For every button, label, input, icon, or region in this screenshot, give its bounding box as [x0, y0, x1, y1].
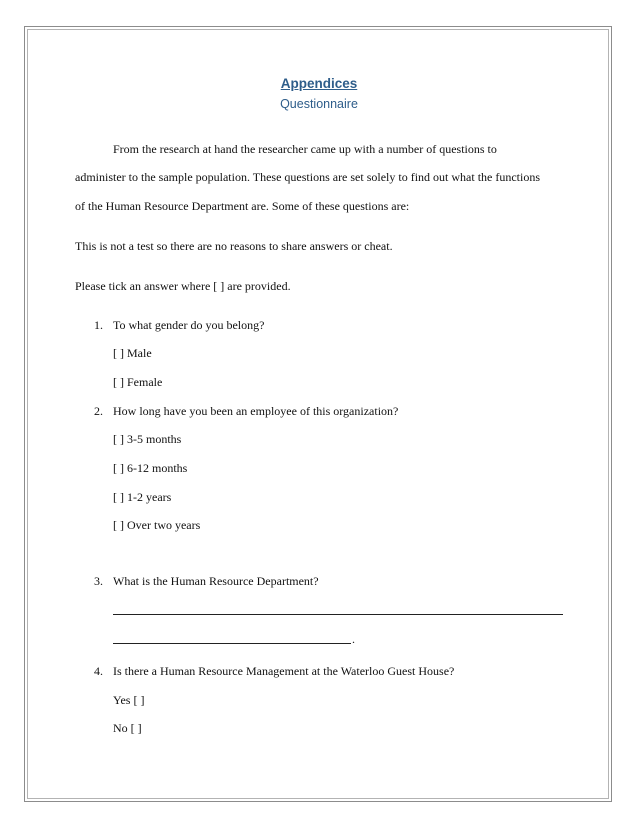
question-2-text: How long have you been an employee of this organization? [113, 404, 399, 418]
question-1-option-male[interactable]: [ ] Male [113, 346, 152, 360]
instruction-tick: Please tick an answer where [ ] are provided. [75, 279, 291, 293]
question-4-option-yes[interactable]: Yes [ ] [113, 693, 145, 707]
question-2-option-1-2-years[interactable]: [ ] 1-2 years [113, 490, 172, 504]
question-3-answer-line-1[interactable] [113, 614, 563, 615]
instruction-note: This is not a test so there are no reasons to share answers or cheat. [75, 239, 393, 253]
page-subtitle: Questionnaire [280, 97, 358, 111]
question-2-option-3-5-months[interactable]: [ ] 3-5 months [113, 432, 182, 446]
question-4-option-no[interactable]: No [ ] [113, 721, 142, 735]
question-2-option-6-12-months[interactable]: [ ] 6-12 months [113, 461, 188, 475]
question-3-number: 3. [94, 574, 103, 588]
question-4-number: 4. [94, 664, 103, 678]
question-1-number: 1. [94, 318, 103, 332]
page-title: Appendices [280, 76, 358, 91]
question-1-text: To what gender do you belong? [113, 318, 265, 332]
question-3-answer-line-2[interactable] [113, 643, 351, 644]
intro-line-1: From the research at hand the researcher came up with a number of questions to [113, 142, 497, 156]
question-2-number: 2. [94, 404, 103, 418]
question-4-text: Is there a Human Resource Management at the Waterloo Guest House? [113, 664, 455, 678]
intro-line-2: administer to the sample population. These questions are set solely to find out what the functions [75, 170, 541, 184]
question-3-text: What is the Human Resource Department? [113, 574, 319, 588]
question-3-end-mark: . [352, 632, 355, 646]
question-1-option-female[interactable]: [ ] Female [113, 375, 163, 389]
intro-line-3: of the Human Resource Department are. Some of these questions are: [75, 199, 410, 213]
question-2-option-over-two-years[interactable]: [ ] Over two years [113, 518, 201, 532]
